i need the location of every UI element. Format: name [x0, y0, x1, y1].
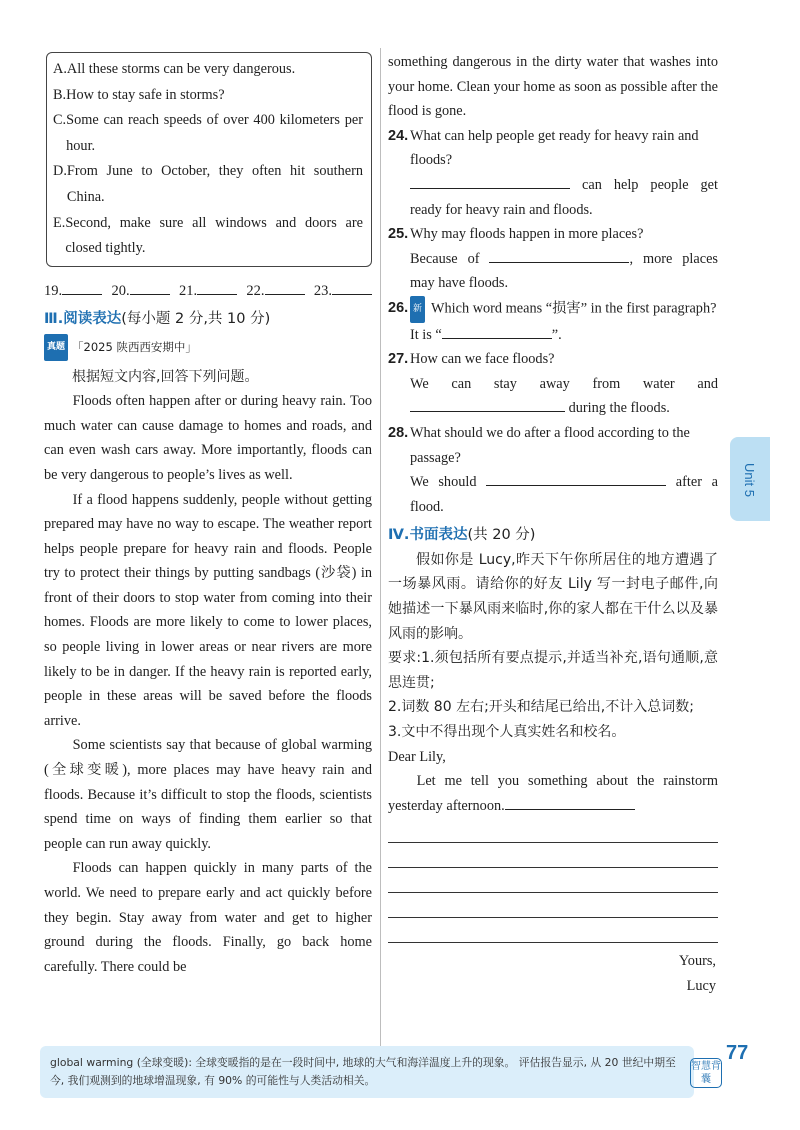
passage-paragraph-2: If a flood happens suddenly, people without getting prepared may have no way to escape. The weather report helps people prepare for heavy rain and floods. People try to protect their things by putting sandbags (沙袋) in front of their doors to stop water from coming into their homes. Floods are more likely to come to lower places, so people living in lower areas or near rivers are more likely to be in danger. If the heavy rain is reported early, people in these areas will be saved before the floods arrive. [44, 491, 372, 729]
new-question-icon: 新 [410, 296, 425, 323]
source-line: 真题 「2025 陕西西安期中」 [44, 334, 372, 361]
page-number: 77 [726, 1042, 749, 1064]
right-column [388, 50, 718, 999]
left-column [44, 52, 372, 979]
blank-22[interactable]: 22. [246, 279, 304, 304]
passage-paragraph-1: Floods often happen after or during heavy rain. Too much water can cause damage to homes and roads, and can even wash cars away. More importantly, floods can be very dangerous to people’s lives as well. [44, 393, 372, 483]
question-28: 28. What should we do after a flood according to the passage? [388, 424, 690, 466]
answer-24[interactable]: can help people get ready for heavy rain and floods. [388, 173, 718, 222]
answer-26[interactable]: It is “ ”. [388, 323, 718, 348]
letter-signature: Lucy [686, 978, 716, 994]
section-3-heading: Ⅲ.阅读表达(每小题 2 分,共 10 分) [44, 311, 271, 328]
answer-27[interactable]: We can stay away from water and during the floods. [410, 375, 718, 417]
section-4-heading: Ⅳ.书面表达(共 20 分) [388, 527, 536, 544]
letter-opening: Let me tell you something about the rainstorm yesterday afternoon. [388, 773, 718, 814]
blank-19[interactable]: 19. [44, 279, 102, 304]
footnote-box: global warming (全球变暖): 全球变暖指的是在一段时间中, 地球的大气和海洋温度上升的现象。 评估报告显示, 从 20 世纪中期至今, 我们观测到的地球增温现象, 有 90% 的可能性与人类活动相关。 [40, 1046, 694, 1098]
column-divider [380, 48, 381, 1048]
option-d: D. From June to October, they often hit southern China. [53, 163, 363, 205]
answer-25[interactable]: Because of , more places may have floods. [388, 247, 718, 296]
answer-28[interactable]: We should after a flood. [388, 470, 718, 519]
question-24: 24. What can help people get ready for heavy rain and floods? [388, 127, 699, 169]
blank-20[interactable]: 20. [111, 279, 169, 304]
options-box [46, 52, 372, 267]
writing-area[interactable] [388, 818, 718, 943]
letter-greeting: Dear Lily, [388, 748, 446, 765]
blank-21[interactable]: 21. [179, 279, 237, 304]
requirement-2: 2.词数 80 左右;开头和结尾已给出,不计入总词数; [388, 699, 694, 716]
passage-paragraph-4: Floods can happen quickly in many parts of the world. We need to prepare early and act quickly before they begin. Stay away from water and get to higher ground during the floods. Finally, go back home carefully. There could be [44, 860, 372, 975]
requirement-1: 要求:1.须包括所有要点提示,并适当补充,语句通顺,意思连贯; [388, 650, 718, 691]
passage-paragraph-3: Some scientists say that because of global warming (全球变暖), more places may have heavy rain and floods. Because it’s difficult to stop the floods, scientists spend time on ways of finding them earlier so that people can run away quickly. [44, 737, 372, 852]
letter-closing: Yours, [678, 953, 716, 970]
requirement-3: 3.文中不得出现个人真实姓名和校名。 [388, 724, 626, 741]
instruction: 根据短文内容,回答下列问题。 [72, 368, 259, 385]
question-26: 26. 新 Which word means “损害” in the first paragraph? [388, 296, 718, 323]
wisdom-badge-icon: 智慧背囊 [690, 1058, 722, 1088]
option-c: C. Some can reach speeds of over 400 kilometers per hour. [53, 112, 363, 154]
option-e: E. Second, make sure all windows and doors are closed tightly. [53, 214, 363, 257]
exam-source-icon: 真题 [44, 334, 68, 361]
option-a: A. All these storms can be very dangerous. [53, 61, 296, 77]
answer-blanks-row [44, 279, 372, 304]
writing-prompt: 假如你是 Lucy,昨天下午你所居住的地方遭遇了一场暴风雨。请给你的好友 Lily 写一封电子邮件,向她描述一下暴风雨来临时,你的家人都在干什么以及暴风雨的影响。 [388, 551, 718, 642]
unit-side-tab: Unit 5 [730, 437, 770, 521]
blank-23[interactable]: 23. [314, 279, 372, 304]
passage-continuation: something dangerous in the dirty water that washes into your home. Clean your home as soon as possible after the flood is gone. [388, 54, 718, 120]
option-b: B. How to stay safe in storms? [53, 86, 225, 103]
question-27: 27. How can we face floods? [388, 351, 555, 368]
question-25: 25. Why may floods happen in more places? [388, 226, 644, 243]
